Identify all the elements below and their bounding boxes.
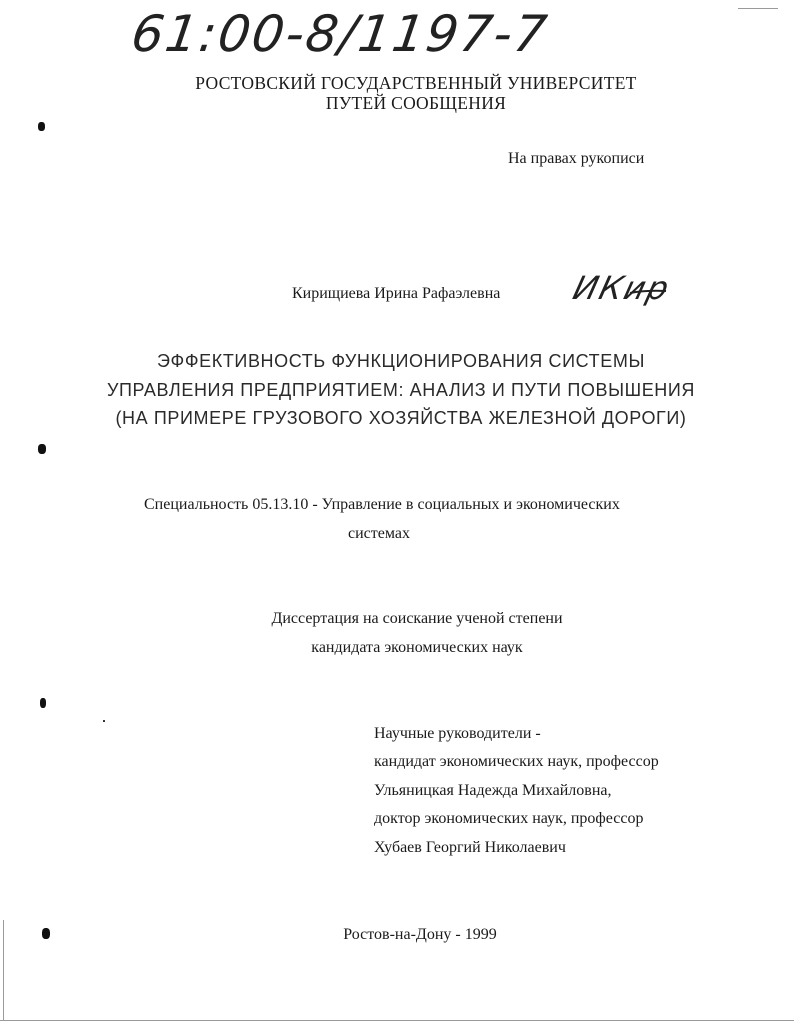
university-name-line2: ПУТЕЙ СООБЩЕНИЯ: [325, 93, 507, 113]
dissertation-title-line3: (НА ПРИМЕРЕ ГРУЗОВОГО ХОЗЯЙСТВА ЖЕЛЕЗНОЙ ДОРОГИ): [115, 408, 687, 428]
author-signature: ИКир: [569, 269, 675, 307]
scan-edge-bottom: [0, 1020, 794, 1021]
binding-mark-1: [38, 122, 45, 131]
signature-stroke: [628, 288, 668, 296]
author-name: Кирищиева Ирина Рафаэлевна: [292, 285, 501, 302]
scan-edge-top-right: [738, 8, 778, 9]
supervisor-1-name: Ульяницкая Надежда Михайловна,: [374, 782, 612, 799]
manuscript-rights: На правах рукописи: [508, 150, 645, 167]
binding-mark-3: [40, 698, 46, 708]
degree-line1: Диссертация на соискание ученой степени: [271, 610, 563, 627]
place-and-year: Ростов-на-Дону - 1999: [343, 926, 497, 943]
binding-mark-4: [42, 928, 50, 939]
binding-mark-2: [38, 444, 46, 454]
supervisor-1-title: кандидат экономических наук, профессор: [374, 753, 659, 770]
specialty-line1: Специальность 05.13.10 - Управление в социальных и экономических: [144, 496, 620, 513]
supervisor-2-name: Хубаев Георгий Николаевич: [374, 839, 566, 856]
scan-edge-bottom-left: [3, 920, 4, 1020]
specialty-line2: системах: [348, 525, 410, 542]
dissertation-title-line1: ЭФФЕКТИВНОСТЬ ФУНКЦИОНИРОВАНИЯ СИСТЕМЫ: [157, 351, 645, 371]
supervisor-2-title: доктор экономических наук, профессор: [374, 810, 644, 827]
archive-number: 61:00-8/1197-7: [127, 5, 552, 63]
scan-dot: [103, 720, 105, 722]
degree-line2: кандидата экономических наук: [311, 639, 523, 656]
dissertation-title-line2: УПРАВЛЕНИЯ ПРЕДПРИЯТИЕМ: АНАЛИЗ И ПУТИ ПОВЫШЕНИЯ: [106, 380, 696, 400]
university-name-line1: РОСТОВСКИЙ ГОСУДАРСТВЕННЫЙ УНИВЕРСИТЕТ: [195, 73, 637, 93]
supervisors-heading: Научные руководители -: [374, 725, 541, 742]
